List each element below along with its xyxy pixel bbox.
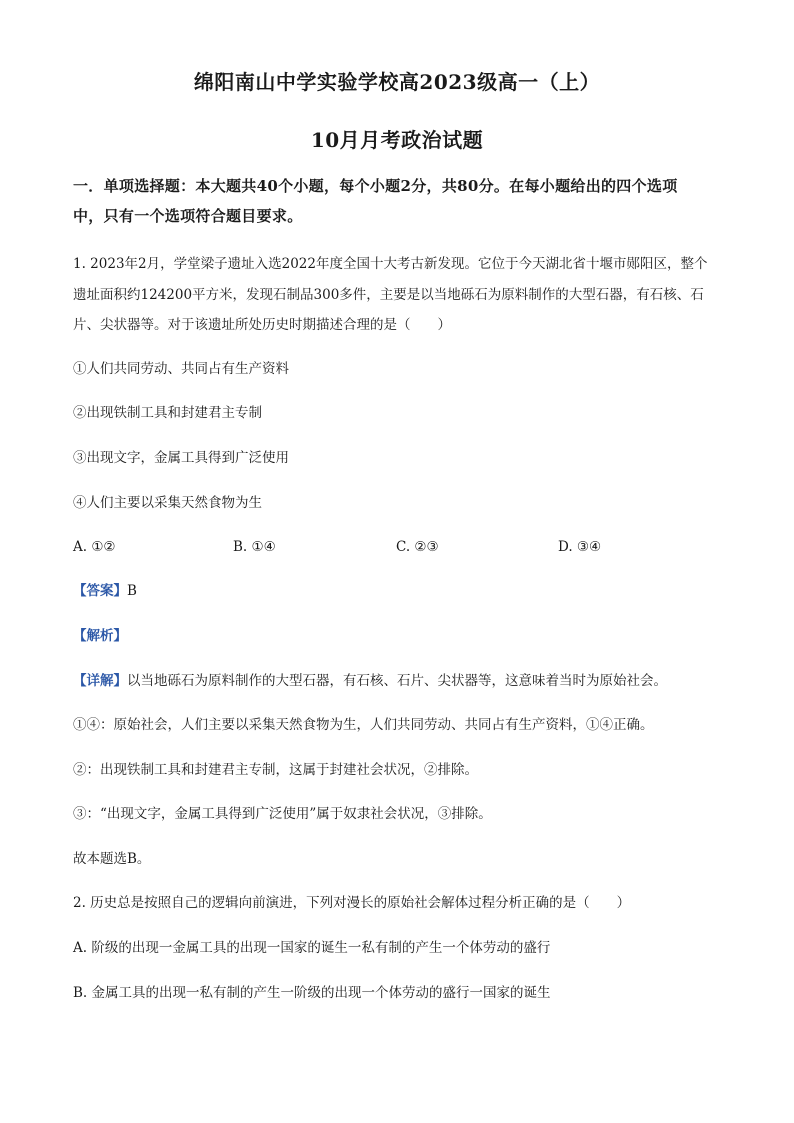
q1-stem-line3: 片、尖状器等。对于该遗址所处历史时期描述合理的是（ ） [73,317,451,333]
q1-option-a: A. ①② [73,539,116,555]
analysis-tag: 【解析】 [73,628,127,644]
answer-value: B [127,583,137,599]
q1-answer [73,581,733,601]
detail-text: 以当地砾石为原料制作的大型石器，有石核、石片、尖状器等，这意味着当时为原始社会。 [127,673,667,689]
answer-tag: 【答案】 [73,583,127,599]
q2-option-a: A. 阶级的出现一金属工具的出现一国家的诞生一私有制的产生一个体劳动的盛行 [73,940,551,956]
q2-stem: 2. 历史总是按照自己的逻辑向前演进，下列对漫长的原始社会解体过程分析正确的是（ ） [73,895,631,911]
q1-stem-line1: 1. 2023年2月，学堂梁子遗址入选2022年度全国十大考古新发现。它位于今天湖北省十堰市郧阳区，整个 [73,256,708,272]
q1-explain-2: ②：出现铁制工具和封建君主专制，这属于封建社会状况，②排除。 [73,762,478,778]
q1-explain-3: ③：“出现文字，金属工具得到广泛使用”属于奴隶社会状况，③排除。 [73,806,492,822]
q1-detail [73,671,733,691]
q1-conclusion: 故本题选B。 [73,851,151,867]
q1-option-c: C. ②③ [396,539,439,555]
q1-analysis [73,626,733,646]
q1-item-4: ④人们主要以采集天然食物为生 [73,495,262,511]
q1-item-1: ①人们共同劳动、共同占有生产资料 [73,361,289,377]
q2-option-b: B. 金属工具的出现一私有制的产生一阶级的出现一个体劳动的盛行一国家的诞生 [73,985,551,1001]
q1-item-3: ③出现文字，金属工具得到广泛使用 [73,450,289,466]
q1-option-d: D. ③④ [558,539,602,555]
q1-option-b: B. ①④ [233,539,276,555]
q1-item-2: ②出现铁制工具和封建君主专制 [73,405,262,421]
detail-tag: 【详解】 [73,673,127,689]
section-heading-line2: 中，只有一个选项符合题目要求。 [73,207,303,225]
q1-stem-line2: 遗址面积约124200平方米，发现石制品300多件，主要是以当地砾石为原料制作的大型石器，有石核、石 [73,287,704,303]
section-heading-line1: 一．单项选择题：本大题共40个小题，每个小题2分，共80分。在每小题给出的四个选项 [73,177,678,195]
exam-title-line1: 绵阳南山中学实验学校高2023级高一（上） [193,70,601,94]
exam-title-line2: 10月月考政治试题 [310,128,484,152]
q1-explain-1: ①④：原始社会，人们主要以采集天然食物为生，人们共同劳动、共同占有生产资料，①④正确。 [73,717,654,733]
